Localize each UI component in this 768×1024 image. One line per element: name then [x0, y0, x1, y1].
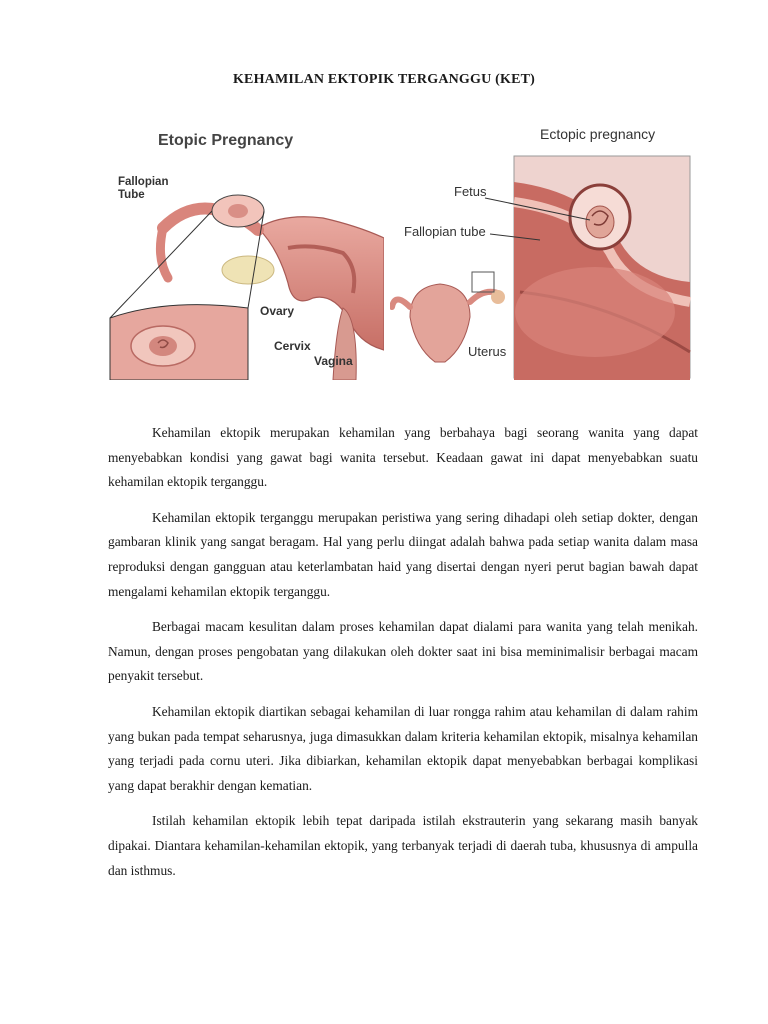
document-title: KEHAMILAN EKTOPIK TERGANGGU (KET) [232, 72, 536, 87]
figure-right-title: Ectopic pregnancy [540, 126, 656, 142]
label-fallopian-tube: Fallopian tube [404, 224, 486, 239]
paragraph-5: Istilah kehamilan ektopik lebih tepat daripada istilah ekstrauterin yang sekarang masih banyak dipakai. Diantara kehamilan-kehamilan ektopik, yang terbanyak terjadi di daerah tuba, khususnya di ampulla dan isthmus. [108, 813, 698, 878]
paragraph-3: Berbagai macam kesulitan dalam proses kehamilan dapat dialami para wanita yang telah menikah. Namun, dengan proses pengobatan yang dilakukan oleh dokter saat ini bisa meminimalisir berbagai macam penyakit tersebut. [108, 619, 698, 684]
label-cervix: Cervix [274, 339, 311, 353]
paragraph-2: Kehamilan ektopik terganggu merupakan peristiwa yang sering dihadapi oleh setiap dokter, dengan gambaran klinik yang sangat beragam. Hal yang perlu diingat adalah bahwa pada setiap wanita dalam masa reproduksi dengan gangguan atau keterlambatan haid yang disertai dengan nyeri perut bagian bawah dapat mengalami kehamilan ektopik terganggu. [108, 509, 698, 599]
paragraph-1: Kehamilan ektopik merupakan kehamilan yang berbahaya bagi seorang wanita yang dapat menyebabkan kondisi yang gawat bagi wanita tersebut. Keadaan gawat ini dapat menyebabkan suatu kehamilan ektopik terganggu. [108, 425, 698, 490]
label-ovary: Ovary [260, 304, 295, 318]
label-vagina: Vagina [314, 354, 353, 368]
label-fetus: Fetus [454, 184, 487, 199]
body-text [108, 421, 698, 894]
uterus-diagram-drawing [108, 118, 384, 380]
label-uterus: Uterus [468, 344, 507, 359]
ectopic-pregnancy-illustration [390, 112, 692, 380]
etopic-pregnancy-illustration [108, 118, 384, 380]
label-fallopian-tube-line2: Tube [118, 189, 145, 201]
label-fallopian-tube-line1: Fallopian [118, 176, 169, 188]
paragraph-4: Kehamilan ektopik diartikan sebagai kehamilan di luar rongga rahim atau kehamilan di dalam rahim yang bukan pada tempat seharusnya, juga dimasukkan dalam kriteria kehamilan ektopik, misalnya kehamilan yang terjadi pada cornu uteri. Jika dibiarkan, kehamilan ektopik dapat menyebabkan berbagai komplikasi yang dapat berakhir dengan kematian. [108, 703, 698, 793]
fallopian-tube-diagram-drawing [390, 112, 692, 380]
figure-left-title: Etopic Pregnancy [158, 132, 294, 149]
